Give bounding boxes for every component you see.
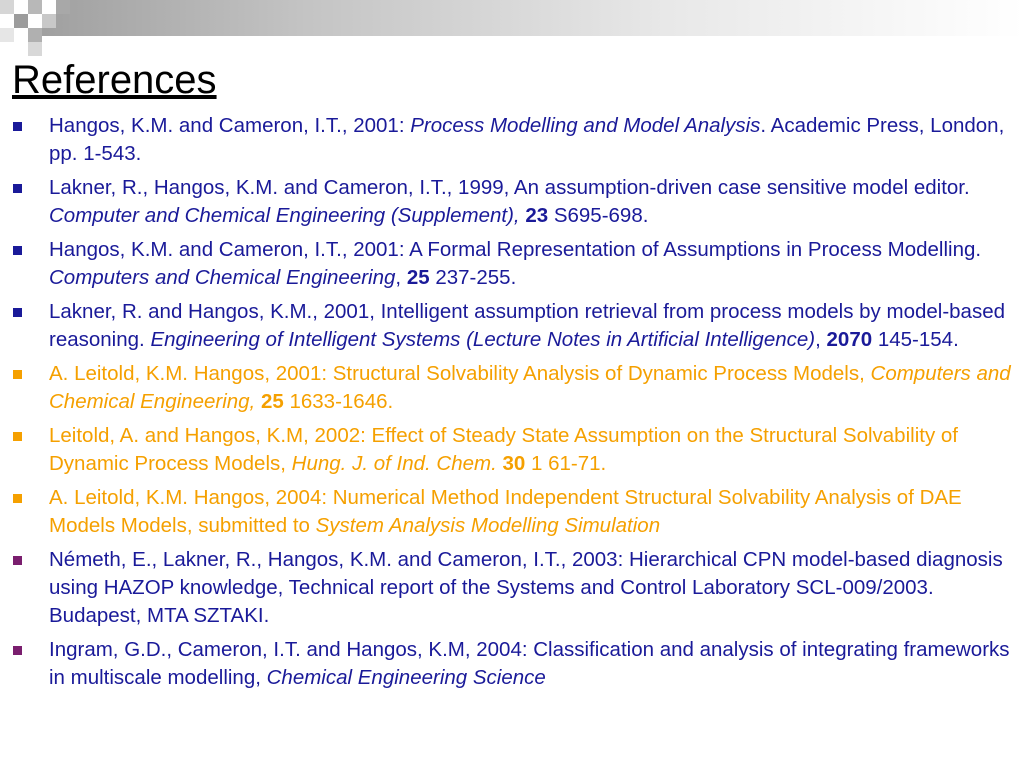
reference-item <box>0 422 1014 478</box>
reference-italic-text: Computers and Chemical Engineering <box>49 266 396 289</box>
reference-plain1-text: A. Leitold, K.M. Hangos, 2001: Structural Solvability Analysis of Dynamic Process Models, <box>49 362 871 385</box>
reference-item <box>0 236 1014 292</box>
reference-plain3-text: 1633-1646. <box>283 390 394 413</box>
reference-item <box>0 484 1014 540</box>
reference-plain2-text: , <box>815 328 827 351</box>
reference-italic-text: Computers and Chemical Engineering, <box>49 362 1011 413</box>
reference-plain1-text: Lakner, R. and Hangos, K.M., 2001, Intelligent assumption retrieval from process models by model-based reasoning. <box>49 300 1006 351</box>
reference-bold-text: 2070 <box>826 328 873 351</box>
reference-plain1-text: A. Leitold, K.M. Hangos, 2004: Numerical Method Independent Structural Solvability Analysis of DAE Models Models, submitted to <box>49 486 962 537</box>
reference-item <box>0 360 1014 416</box>
reference-plain1-text: Leitold, A. and Hangos, K.M, 2002: Effect of Steady State Assumption on the Structural Solvability of Dynamic Process Models, <box>49 424 958 475</box>
reference-plain3-text: 1 61-71. <box>525 452 607 475</box>
reference-italic-text: Chemical Engineering Science <box>266 666 546 689</box>
reference-italic-text: Computer and Chemical Engineering (Supplement), <box>49 204 520 227</box>
reference-italic-text: Hung. J. of Ind. Chem. <box>291 452 497 475</box>
reference-plain1-text: Hangos, K.M. and Cameron, I.T., 2001: A Formal Representation of Assumptions in Process Modelling. <box>49 238 982 261</box>
reference-plain2-text: , <box>395 266 407 289</box>
reference-item <box>0 112 1014 168</box>
reference-plain3-text: 145-154. <box>872 328 959 351</box>
reference-item <box>0 298 1014 354</box>
reference-plain1-text: Németh, E., Lakner, R., Hangos, K.M. and Cameron, I.T., 2003: Hierarchical CPN model-based diagnosis using HAZOP knowledge, Technical report of the Systems and Control Laboratory SCL-009/2003. Budapest, MTA SZTAKI. <box>49 548 1003 627</box>
reference-italic-text: Process Modelling and Model Analysis <box>410 114 761 137</box>
square-bullet-icon <box>13 646 22 655</box>
reference-plain1-text: Hangos, K.M. and Cameron, I.T., 2001: <box>49 114 411 137</box>
reference-plain3-text: 237-255. <box>429 266 517 289</box>
square-bullet-icon <box>13 556 22 565</box>
reference-plain1-text: Ingram, G.D., Cameron, I.T. and Hangos, K.M, 2004: Classification and analysis of integrating frameworks in multiscale modelling, <box>49 638 1010 689</box>
square-bullet-icon <box>13 184 22 193</box>
reference-italic-text: System Analysis Modelling Simulation <box>315 514 661 537</box>
slide-title: References <box>12 58 217 102</box>
square-bullet-icon <box>13 246 22 255</box>
reference-list <box>0 112 1014 698</box>
reference-bold-text: 23 <box>525 204 549 227</box>
square-bullet-icon <box>13 122 22 131</box>
square-bullet-icon <box>13 370 22 379</box>
reference-item <box>0 636 1014 692</box>
square-bullet-icon <box>13 432 22 441</box>
reference-bold-text: 25 <box>406 266 430 289</box>
reference-item <box>0 546 1014 630</box>
slide-header-gradient-bar <box>0 0 1024 36</box>
reference-item <box>0 174 1014 230</box>
reference-italic-text: Engineering of Intelligent Systems (Lecture Notes in Artificial Intelligence) <box>150 328 816 351</box>
reference-bold-text: 25 <box>260 390 284 413</box>
square-bullet-icon <box>13 494 22 503</box>
reference-plain1-text: Lakner, R., Hangos, K.M. and Cameron, I.T., 1999, An assumption-driven case sensitive model editor. <box>49 176 970 199</box>
reference-plain3-text: S695-698. <box>548 204 649 227</box>
square-bullet-icon <box>13 308 22 317</box>
reference-plain2-text: . Academic Press, London, pp. 1-543. <box>49 114 1005 165</box>
reference-bold-text: 30 <box>502 452 526 475</box>
